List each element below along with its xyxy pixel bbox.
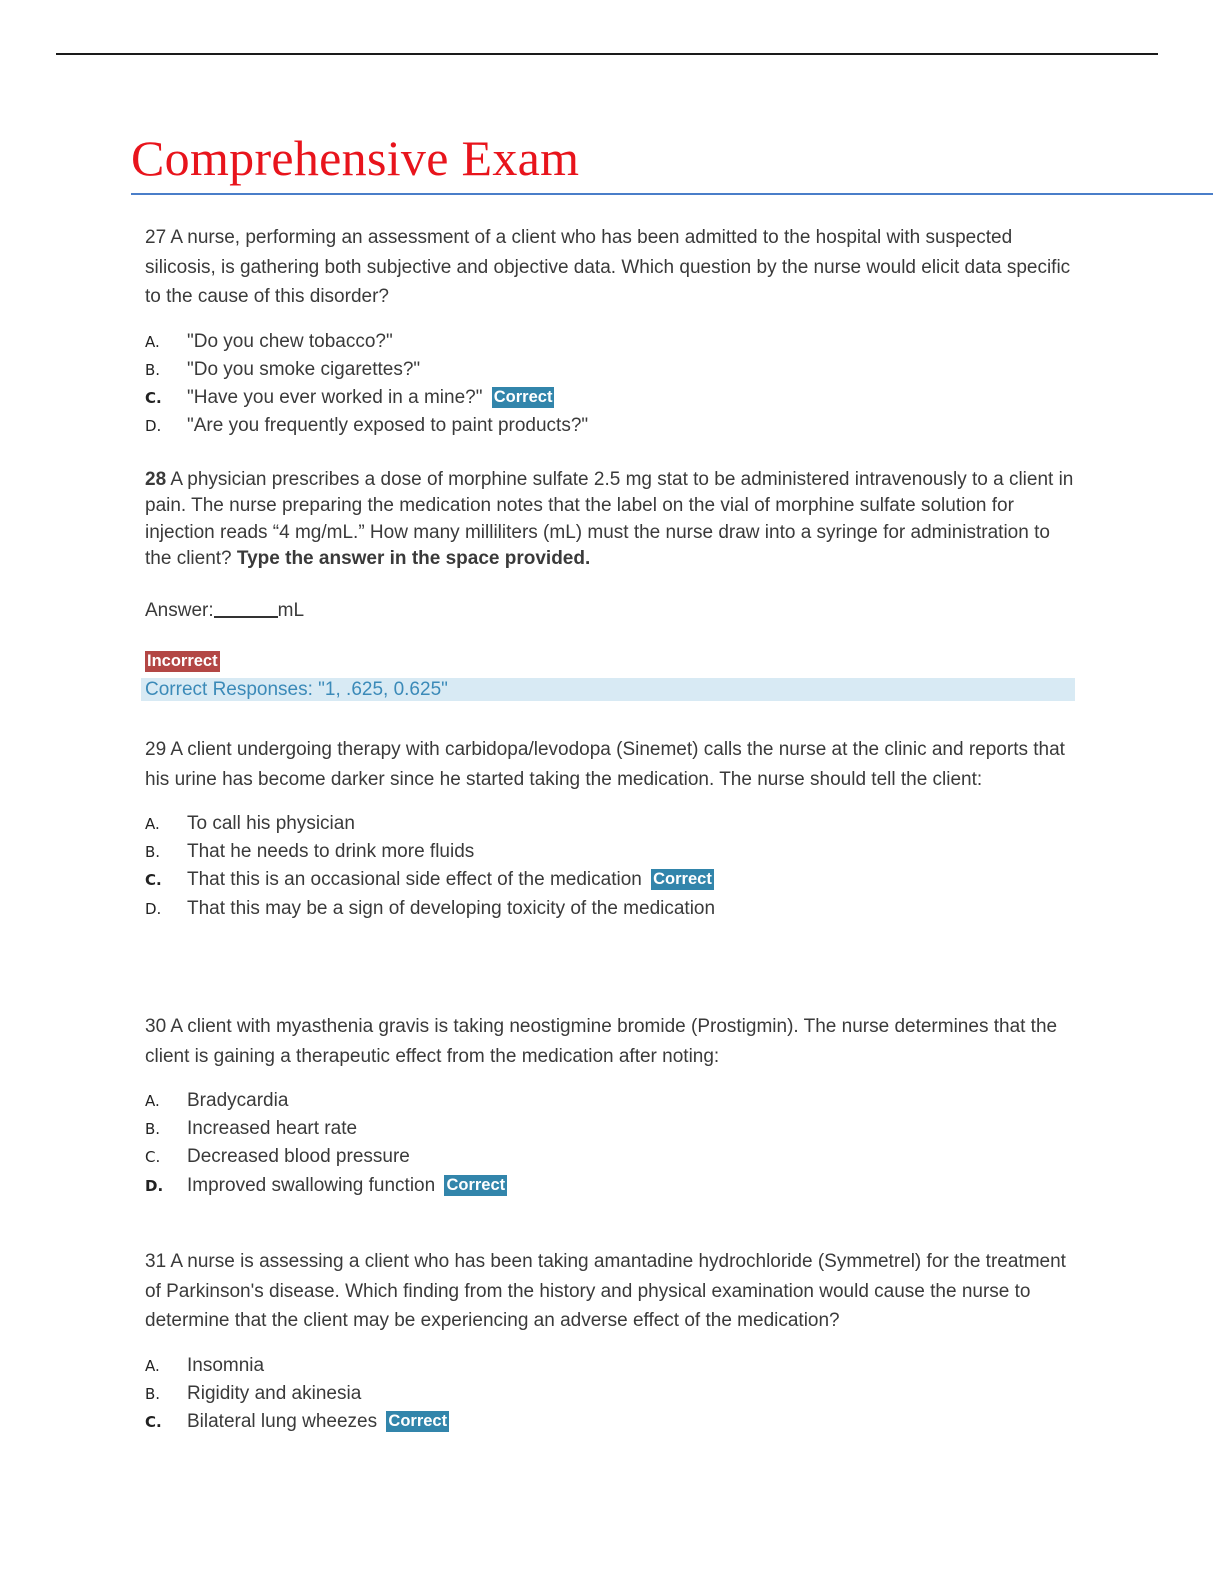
question-number: 27	[145, 227, 167, 248]
question-text: A nurse, performing an assessment of a client who has been admitted to the hospital with suspected silicosis, is gathering both subjective and objective data. Which question by the nurse would elicit data specific to the cause of this disorder?	[145, 227, 1071, 307]
question-text: A physician prescribes a dose of morphine sulfate 2.5 mg stat to be administered intravenously to a client in pain. The nurse preparing the medication notes that the label on the vial of morphine sulfate solution for injection reads “4 mg/mL.” How many milliliters (mL) must the nurse draw into a syringe for administration to the client?	[145, 469, 1074, 569]
question-30	[145, 1012, 1075, 1200]
option-text: "Do you chew tobacco?"	[187, 330, 393, 352]
option-text: Insomnia	[187, 1354, 265, 1376]
option-a	[145, 810, 1075, 838]
answer-unit: mL	[277, 600, 305, 621]
option-text: Bilateral lung wheezes	[187, 1410, 378, 1432]
option-b	[145, 1115, 1075, 1143]
option-a	[145, 328, 1075, 356]
option-a	[145, 1352, 1075, 1380]
correct-badge: Correct	[446, 1175, 506, 1194]
option-text-wrap	[187, 384, 554, 412]
option-text-wrap	[187, 1408, 449, 1436]
option-text: "Have you ever worked in a mine?"	[187, 386, 483, 408]
page-title: Comprehensive Exam	[131, 130, 580, 186]
option-letter: D.	[145, 417, 162, 436]
options-list	[145, 1087, 1075, 1200]
option-b	[145, 356, 1075, 384]
question-number: 28	[145, 469, 167, 490]
option-text: To call his physician	[187, 813, 355, 834]
answer-label: Answer:	[145, 600, 214, 621]
question-27	[145, 223, 1075, 440]
correct-responses-bar: Correct Responses: "1, .625, 0.625"	[141, 678, 1075, 701]
option-text: Rigidity and akinesia	[187, 1382, 362, 1404]
option-d	[145, 895, 1075, 923]
option-letter: D.	[145, 1176, 164, 1195]
option-text: That he needs to drink more fluids	[187, 841, 475, 863]
option-d	[145, 1172, 1075, 1200]
option-text-wrap	[187, 1172, 507, 1200]
correct-badge: Correct	[493, 387, 553, 406]
option-text-wrap	[187, 866, 714, 894]
answer-field	[145, 600, 304, 622]
options-list	[145, 328, 1075, 441]
top-divider	[56, 53, 1158, 55]
option-letter: A.	[145, 1092, 160, 1110]
option-text: Decreased blood pressure	[187, 1146, 410, 1168]
correct-badge: Correct	[388, 1411, 448, 1430]
option-letter: A.	[145, 332, 160, 351]
option-d	[145, 412, 1075, 440]
question-stem	[145, 1012, 1075, 1071]
option-letter: C.	[145, 871, 162, 890]
question-31	[145, 1247, 1075, 1436]
title-underline	[131, 193, 1213, 195]
question-stem	[145, 467, 1075, 572]
question-text: A nurse is assessing a client who has been taking amantadine hydrochloride (Symmetrel) for the treatment of Parkinson's disease. Which finding from the history and physical examination would cause the nurse to determine that the client may be experiencing an adverse effect of the medication?	[145, 1251, 1066, 1331]
options-list	[145, 810, 1075, 923]
option-text: That this is an occasional side effect of the medication	[187, 869, 642, 891]
option-c	[145, 1143, 1075, 1171]
question-stem	[145, 1247, 1075, 1336]
option-text: "Are you frequently exposed to paint products?"	[187, 415, 589, 437]
question-text: A client undergoing therapy with carbidopa/levodopa (Sinemet) calls the nurse at the clinic and reports that his urine has become darker since he started taking the medication. The nurse should tell the client:	[145, 739, 1065, 790]
option-letter: D.	[145, 899, 162, 918]
question-29	[145, 735, 1075, 923]
option-text: "Do you smoke cigarettes?"	[187, 358, 421, 380]
question-stem	[145, 223, 1075, 312]
correct-badge: Correct	[653, 870, 712, 889]
question-stem	[145, 735, 1075, 794]
option-c	[145, 866, 1075, 894]
option-b	[145, 1380, 1075, 1408]
question-text: A client with myasthenia gravis is taking neostigmine bromide (Prostigmin). The nurse determines that the client is gaining a therapeutic effect from the medication after noting:	[145, 1016, 1058, 1067]
option-letter: A.	[145, 1356, 160, 1375]
option-letter: C.	[145, 1148, 161, 1167]
question-number: 31	[145, 1251, 167, 1272]
incorrect-badge: Incorrect	[147, 652, 218, 670]
option-text: Increased heart rate	[187, 1118, 358, 1140]
options-list	[145, 1352, 1075, 1437]
option-text: Bradycardia	[187, 1090, 289, 1111]
option-letter: C.	[145, 388, 162, 407]
option-b	[145, 838, 1075, 866]
option-letter: A.	[145, 815, 160, 833]
option-a	[145, 1087, 1075, 1115]
question-28	[145, 467, 1075, 572]
answer-instruction: Type the answer in the space provided.	[236, 547, 591, 569]
question-number: 29	[145, 739, 167, 760]
answer-blank[interactable]	[214, 600, 278, 618]
question-number: 30	[145, 1016, 167, 1037]
option-text: That this may be a sign of developing toxicity of the medication	[187, 897, 716, 919]
option-letter: B.	[145, 843, 161, 862]
option-c	[145, 1408, 1075, 1436]
option-letter: B.	[145, 1120, 161, 1139]
option-letter: B.	[145, 1384, 161, 1403]
option-text: Improved swallowing function	[187, 1174, 436, 1196]
option-c	[145, 384, 1075, 412]
result-row	[145, 651, 220, 672]
option-letter: C.	[145, 1412, 162, 1431]
option-letter: B.	[145, 360, 161, 379]
